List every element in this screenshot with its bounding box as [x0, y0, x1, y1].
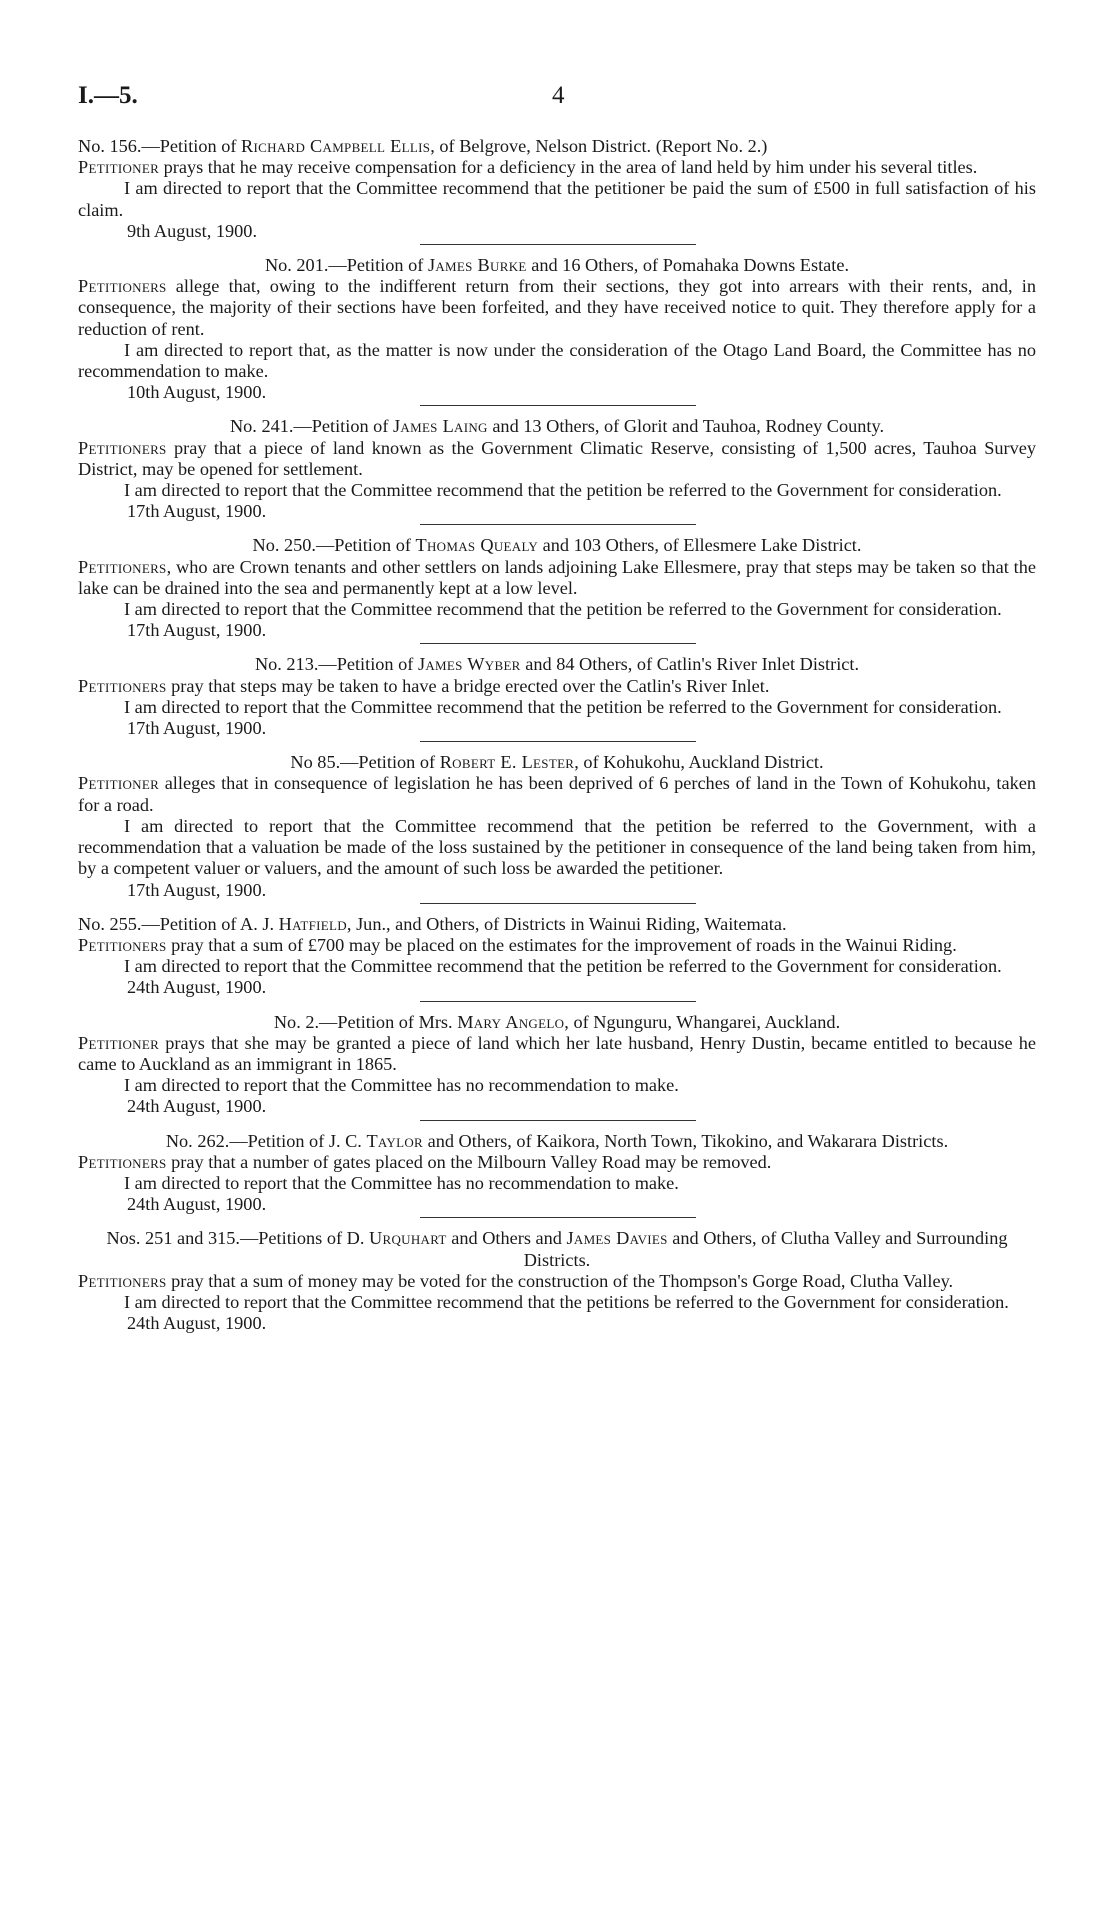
page-header [78, 82, 1038, 116]
separator-rule [420, 741, 696, 742]
petition-entry [78, 1228, 1036, 1334]
petition-entry [78, 1131, 1036, 1219]
petition-entry [78, 535, 1036, 644]
report-date: 17th August, 1900. [127, 879, 267, 900]
separator-rule [420, 1120, 696, 1121]
petition-body: Petitioner alleges that in consequence of legislation he has been deprived of 6 perches of land in the Town of Kohukohu, taken for a road. [78, 773, 1036, 815]
committee-report: I am directed to report that the Committee recommend that the petitions be referred to the Government for consideration. [124, 1291, 1009, 1312]
report-date: 10th August, 1900. [127, 382, 267, 403]
petition-title: No. 250.—Petition of Thomas Quealy and 103 Others, of Ellesmere Lake District. [252, 535, 862, 556]
petition-body: Petitioners pray that a sum of money may be voted for the construction of the Thompson's Gorge Road, Clutha Valley. [78, 1270, 954, 1291]
petition-entry [78, 914, 1036, 1002]
petition-title: No. 156.—Petition of Richard Campbell Ellis, of Belgrove, Nelson District. (Report No. 2.) [78, 136, 768, 156]
report-date: 24th August, 1900. [127, 1313, 267, 1334]
petition-title: No. 255.—Petition of A. J. Hatfield, Jun., and Others, of Districts in Wainui Riding, Waitemata. [78, 913, 787, 934]
report-date: 17th August, 1900. [127, 501, 267, 522]
committee-report: I am directed to report that the Committee recommend that the petition be referred to the Government for consideration. [124, 480, 1002, 501]
petition-title: No. 241.—Petition of James Laing and 13 Others, of Glorit and Tauhoa, Rodney County. [229, 416, 885, 437]
petition-body: Petitioner prays that he may receive compensation for a deficiency in the area of land held by him under his several titles. [78, 157, 978, 178]
petition-title: Nos. 251 and 315.—Petitions of D. Urquhart and Others and James Davies and Others, of Clutha Valley and Surrounding Districts. [106, 1228, 1008, 1270]
committee-report: I am directed to report that the Committee recommend that the petition be referred to the Government, with a recommendation that a valuation be made of the loss sustained by the petitioner in consequence of the land being taken from him, by a competent valuer or valuers, and the amount of such loss be awarded the petitioner. [78, 815, 1036, 879]
petition-body: Petitioners pray that steps may be taken to have a bridge erected over the Catlin's River Inlet. [78, 675, 770, 696]
committee-report: I am directed to report that the Committee recommend that the petition be referred to the Government for consideration. [124, 696, 1002, 717]
report-date: 24th August, 1900. [127, 1096, 267, 1117]
petition-body: Petitioners, who are Crown tenants and other settlers on lands adjoining Lake Ellesmere, pray that steps may be taken so that the lake can be drained into the sea and permanently kept at a low level. [78, 556, 1036, 598]
petition-body: Petitioners pray that a number of gates placed on the Milbourn Valley Road may be removed. [78, 1151, 772, 1172]
paper-reference: I.—5. [78, 82, 138, 109]
petition-title: No. 213.—Petition of James Wyber and 84 Others, of Catlin's River Inlet District. [254, 654, 860, 675]
committee-report: I am directed to report that, as the matter is now under the consideration of the Otago Land Board, the Committee has no recommendation to make. [78, 339, 1036, 382]
committee-report: I am directed to report that the Committee has no recommendation to make. [124, 1075, 679, 1096]
separator-rule [420, 1001, 696, 1002]
report-date: 17th August, 1900. [127, 718, 267, 739]
report-date: 9th August, 1900. [127, 220, 258, 241]
petition-entry [78, 752, 1036, 903]
committee-report: I am directed to report that the Committee recommend that the petition be referred to the Government for consideration. [124, 599, 1002, 620]
petition-entry [78, 136, 1036, 245]
petition-entry [78, 654, 1036, 742]
petition-body: Petitioners allege that, owing to the indifferent return from their sections, they got into arrears with their rents, and, in consequence, the majority of their sections have been forfeited, and they have received notice to quit. They therefore apply for a reduction of rent. [78, 276, 1036, 339]
petition-body: Petitioners pray that a sum of £700 may be placed on the estimates for the improvement of roads in the Wainui Riding. [78, 934, 957, 955]
petition-body: Petitioners pray that a piece of land known as the Government Climatic Reserve, consisting of 1,500 acres, Tauhoa Survey District, may be opened for settlement. [78, 437, 1036, 479]
petition-title: No. 201.—Petition of James Burke and 16 Others, of Pomahaka Downs Estate. [264, 255, 850, 276]
petition-list [78, 136, 1036, 1334]
separator-rule [420, 405, 696, 406]
report-date: 24th August, 1900. [127, 1194, 267, 1215]
separator-rule [420, 643, 696, 644]
committee-report: I am directed to report that the Committee recommend that the petition be referred to the Government for consideration. [124, 956, 1002, 977]
separator-rule [420, 524, 696, 525]
report-date: 24th August, 1900. [127, 977, 267, 998]
petition-body: Petitioner prays that she may be granted a piece of land which her late husband, Henry Dustin, became entitled to because he came to Auckland as an immigrant in 1865. [78, 1032, 1036, 1074]
petition-title: No. 262.—Petition of J. C. Taylor and Others, of Kaikora, North Town, Tikokino, and Wakarara Districts. [165, 1130, 949, 1151]
page-number: 4 [552, 82, 565, 109]
petition-title: No. 2.—Petition of Mrs. Mary Angelo, of Ngunguru, Whangarei, Auckland. [273, 1011, 841, 1032]
petition-entry [78, 416, 1036, 525]
separator-rule [420, 244, 696, 245]
committee-report: I am directed to report that the Committee has no recommendation to make. [124, 1172, 679, 1193]
petition-entry [78, 255, 1036, 406]
committee-report: I am directed to report that the Committee recommend that the petitioner be paid the sum of £500 in full satisfaction of his claim. [78, 178, 1036, 220]
separator-rule [420, 903, 696, 904]
petition-entry [78, 1012, 1036, 1121]
petition-title: No 85.—Petition of Robert E. Lester, of Kohukohu, Auckland District. [290, 752, 824, 773]
report-date: 17th August, 1900. [127, 620, 267, 641]
separator-rule [420, 1217, 696, 1218]
